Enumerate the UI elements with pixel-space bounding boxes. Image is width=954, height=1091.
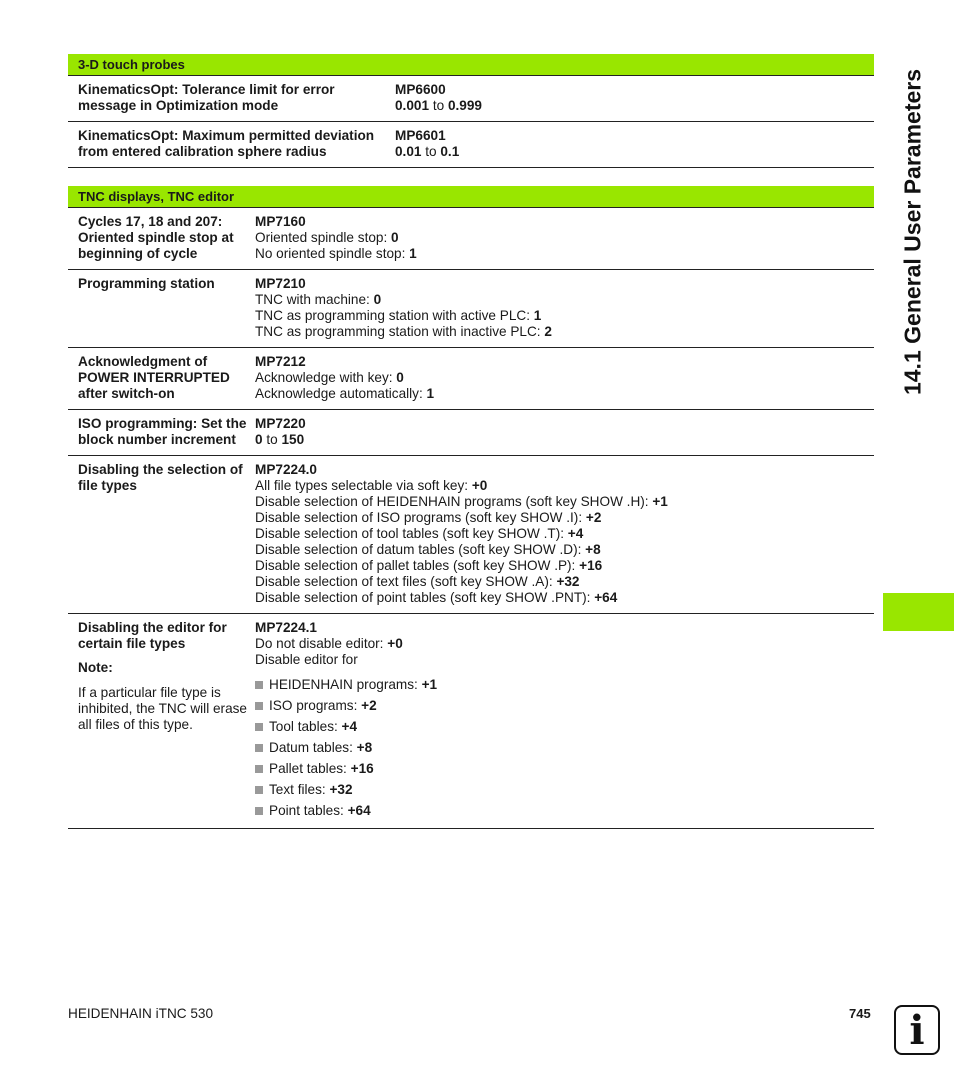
param-number: MP7224.0 xyxy=(255,462,317,477)
bullet-square-icon xyxy=(255,702,263,710)
param-value xyxy=(395,82,874,114)
table-row xyxy=(68,76,874,122)
note-label: Note: xyxy=(78,660,113,675)
list-item: Pallet tables: +16 xyxy=(255,761,874,777)
table-row xyxy=(68,270,874,348)
param-number: MP7212 xyxy=(255,354,306,369)
table-row xyxy=(68,410,874,456)
note-text: If a particular file type is inhibited, the TNC will erase all files of this type. xyxy=(78,685,247,732)
param-label: Acknowledgment of POWER INTERRUPTED after switch-on xyxy=(78,354,230,401)
range-max: 0.999 xyxy=(447,98,482,113)
param-number: MP6600 xyxy=(395,82,446,97)
range-min: 0.001 xyxy=(395,98,430,113)
list-item: ISO programs: +2 xyxy=(255,698,874,714)
range-to: to xyxy=(266,432,278,447)
chapter-tab-marker xyxy=(883,593,954,631)
range-min: 0 xyxy=(255,432,263,447)
param-number: MP6601 xyxy=(395,128,446,143)
table-row xyxy=(68,208,874,270)
param-label: ISO programming: Set the block number increment xyxy=(78,416,247,447)
page-number: 745 xyxy=(849,1006,871,1021)
chapter-side-title: 14.1 General User Parameters xyxy=(899,68,926,396)
param-label: Cycles 17, 18 and 207: Oriented spindle stop at beginning of cycle xyxy=(78,214,234,261)
footer-brand: HEIDENHAIN iTNC 530 xyxy=(68,1006,214,1021)
list-item: HEIDENHAIN programs: +1 xyxy=(255,677,874,693)
param-label: Programming station xyxy=(78,276,215,291)
table-row xyxy=(68,614,874,829)
param-number: MP7220 xyxy=(255,416,306,431)
param-value xyxy=(255,416,874,448)
info-icon: i xyxy=(894,1005,940,1055)
param-number: MP7160 xyxy=(255,214,306,229)
bullet-square-icon xyxy=(255,723,263,731)
bullet-square-icon xyxy=(255,681,263,689)
range-max: 0.1 xyxy=(440,144,460,159)
param-label: KinematicsOpt: Tolerance limit for error message in Optimization mode xyxy=(78,82,335,113)
param-label: KinematicsOpt: Maximum permitted deviation from entered calibration sphere radius xyxy=(78,128,375,159)
param-value: MP7212 Acknowledge with key: 0 Acknowledge automatically: 1 xyxy=(255,354,874,402)
bullet-square-icon xyxy=(255,807,263,815)
section-header-tnc-displays: TNC displays, TNC editor xyxy=(68,186,874,208)
parameter-tables xyxy=(68,54,874,829)
list-item: Point tables: +64 xyxy=(255,803,874,819)
bullet-square-icon xyxy=(255,786,263,794)
param-value: MP7224.1 Do not disable editor: +0 Disable editor for HEIDENHAIN programs: +1 ISO programs: +2 Tool tables: +4 Datum tables: +8 Pallet tables: +16 Text files: +32 Point tables: +64 xyxy=(255,620,874,819)
param-label: Disabling the editor for certain file types xyxy=(78,620,227,651)
param-number: MP7224.1 xyxy=(255,620,317,635)
table-row xyxy=(68,456,874,614)
section-header-touch-probes: 3-D touch probes xyxy=(68,54,874,76)
param-value: MP7210 TNC with machine: 0 TNC as programming station with active PLC: 1 TNC as programming station with inactive PLC: 2 xyxy=(255,276,874,340)
param-value: MP7160 Oriented spindle stop: 0 No oriented spindle stop: 1 xyxy=(255,214,874,262)
range-to: to xyxy=(432,98,445,113)
list-item: Datum tables: +8 xyxy=(255,740,874,756)
list-item: Text files: +32 xyxy=(255,782,874,798)
bullet-square-icon xyxy=(255,765,263,773)
param-label: Disabling the selection of file types xyxy=(78,462,243,493)
bullet-square-icon xyxy=(255,744,263,752)
param-number: MP7210 xyxy=(255,276,306,291)
list-item: Tool tables: +4 xyxy=(255,719,874,735)
param-value: MP7224.0 All file types selectable via soft key: +0 Disable selection of HEIDENHAIN programs (soft key SHOW .H): +1 Disable selection of ISO programs (soft key SHOW .I): +2 Disable selection of tool tables (soft key SHOW .T): +4 Disable selection of datum tables (soft key SHOW .D): +8 Disable selection of pallet tables (soft key SHOW .P): +16 Disable selection of text files (soft key SHOW .A): +32 Disable selection of point tables (soft key SHOW .PNT): +64 xyxy=(255,462,874,606)
range-max: 150 xyxy=(281,432,305,447)
range-min: 0.01 xyxy=(395,144,422,159)
range-to: to xyxy=(425,144,437,159)
param-value xyxy=(395,128,874,160)
table-row xyxy=(68,122,874,168)
param-label-block xyxy=(68,620,255,819)
table-row xyxy=(68,348,874,410)
